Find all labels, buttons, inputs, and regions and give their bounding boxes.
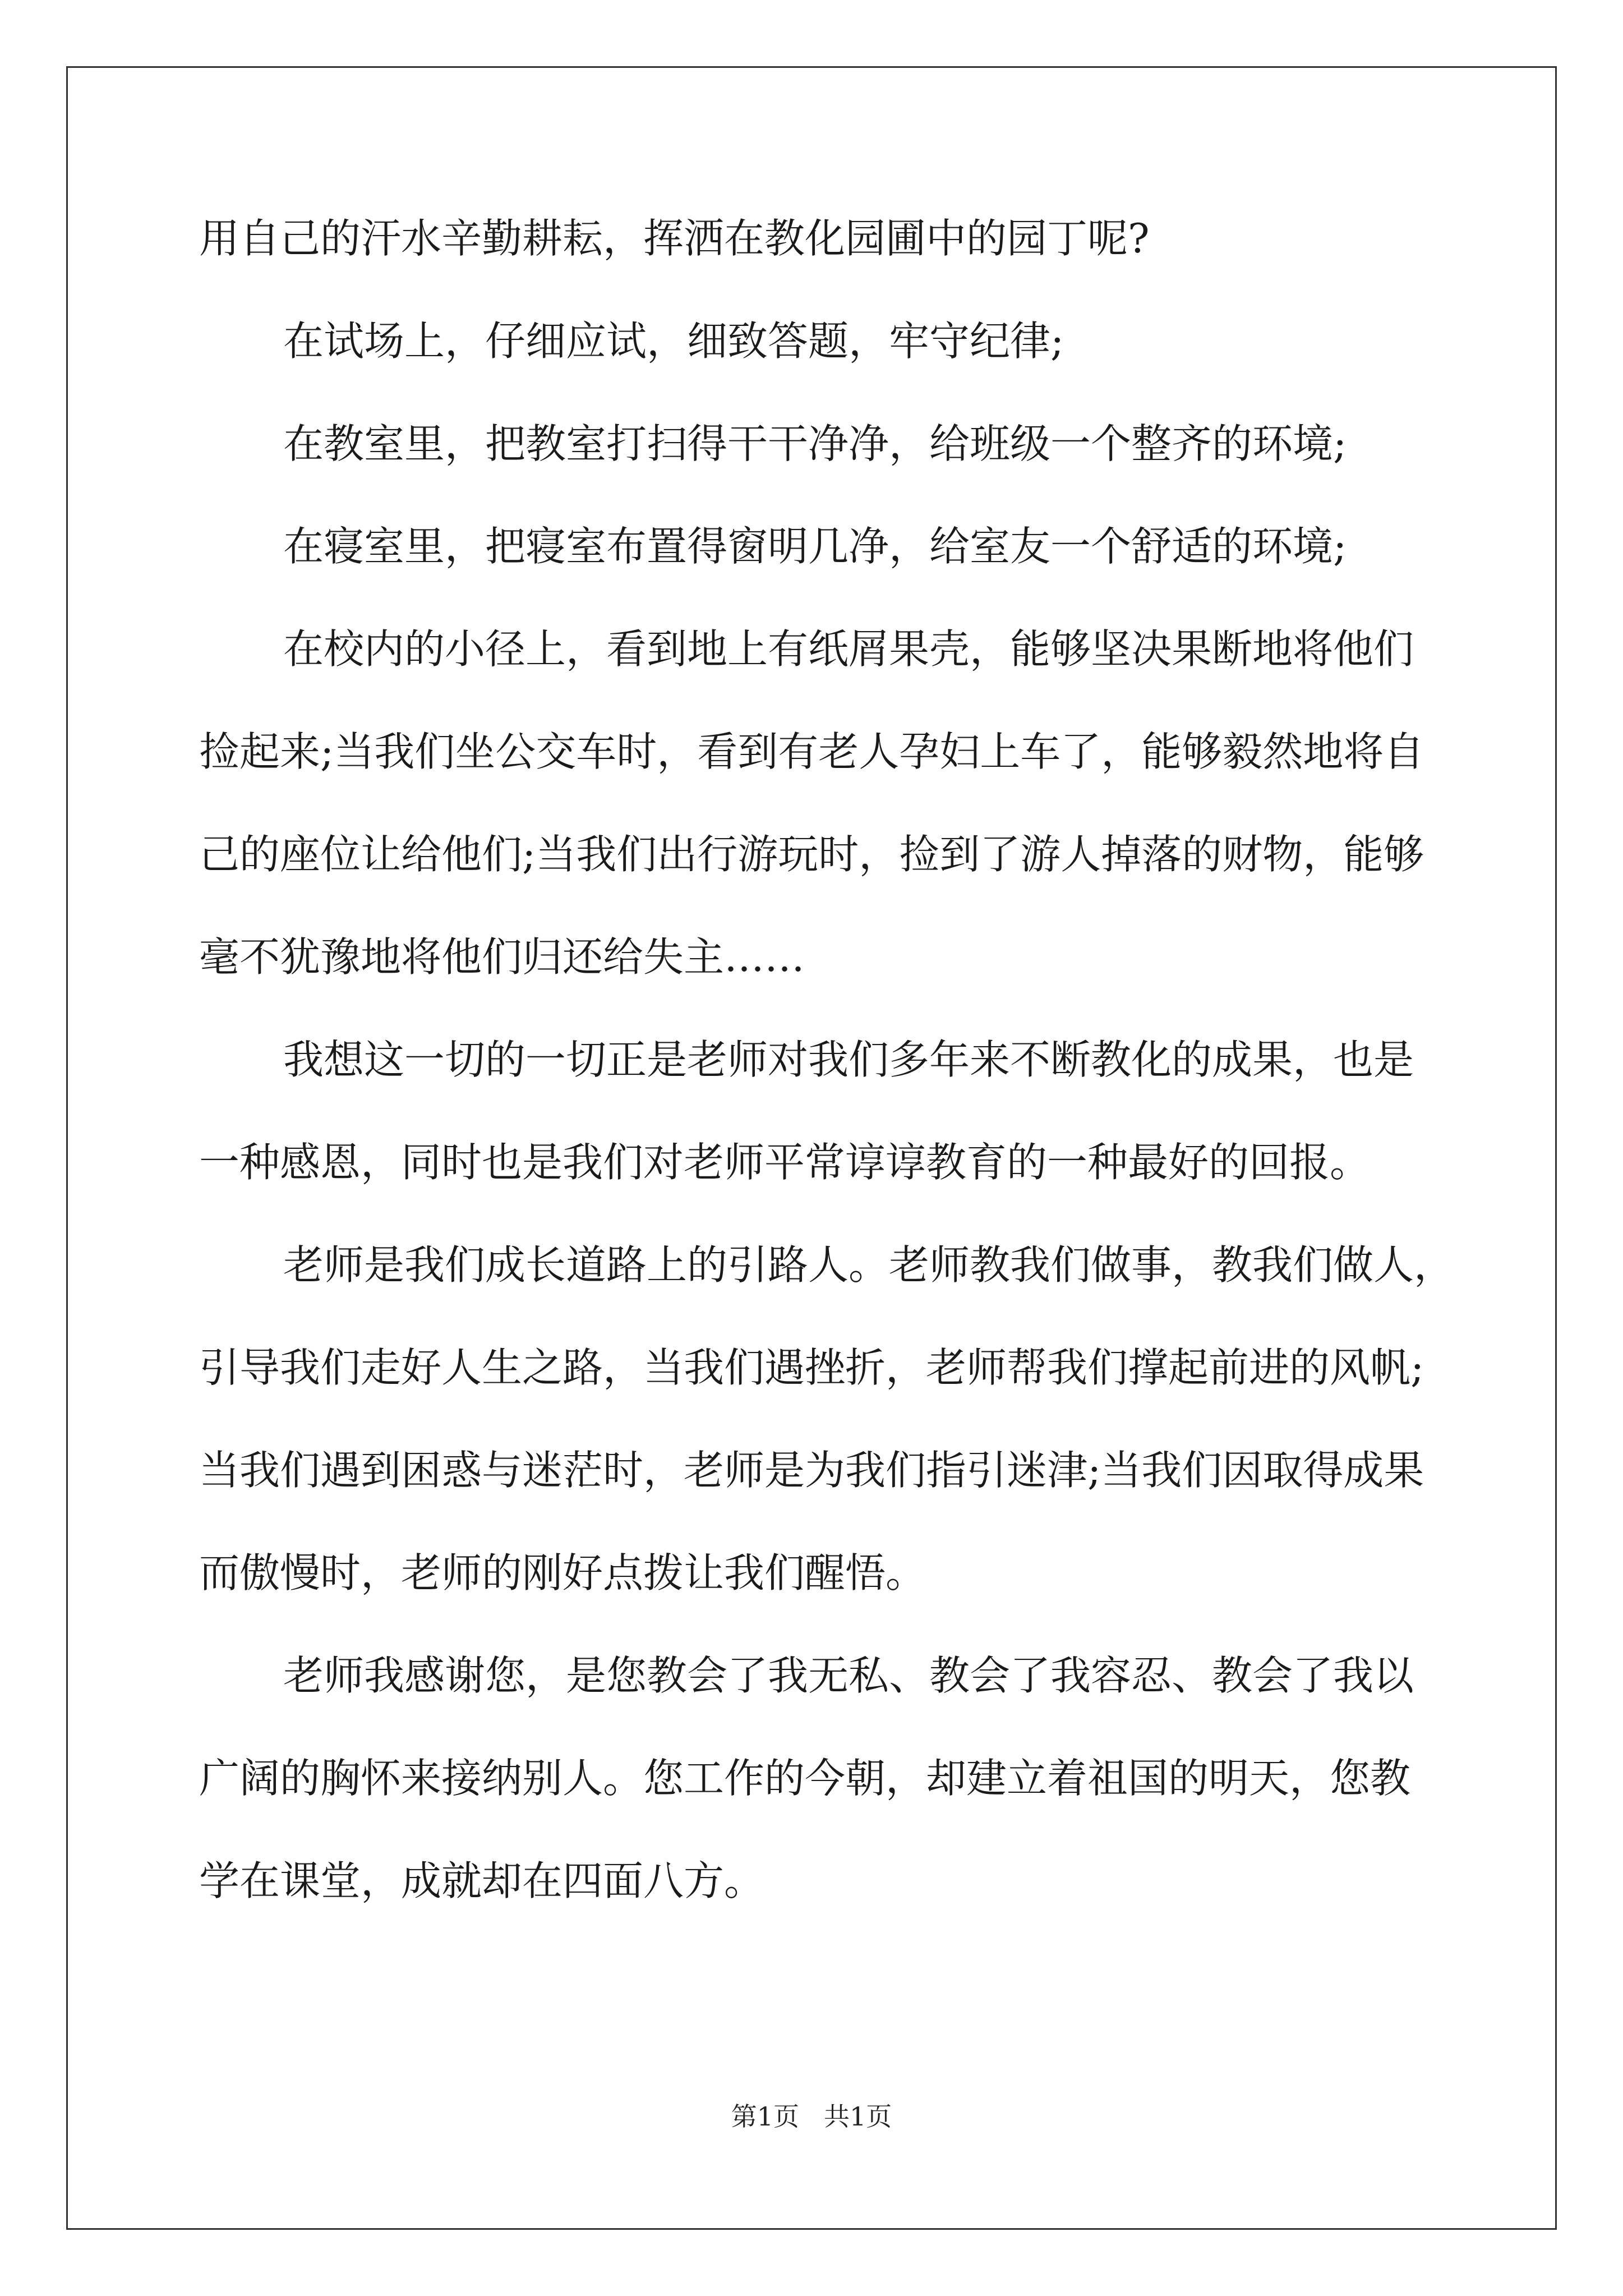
page-footer (0, 2100, 1623, 2133)
page-total: 共1页 (824, 2101, 892, 2132)
text-line: 己的座位让给他们;当我们出行游玩时，捡到了游人掉落的财物，能够 (199, 831, 1424, 878)
text-line: 毫不犹豫地将他们归还给失主…… (199, 933, 805, 981)
text-line: 在校内的小径上，看到地上有纸屑果壳，能够坚决果断地将他们 (283, 625, 1414, 673)
text-line: 一种感恩，同时也是我们对老师平常谆谆教育的一种最好的回报。 (199, 1139, 1371, 1186)
text-line: 而傲慢时，老师的刚好点拨让我们醒悟。 (199, 1549, 926, 1596)
text-line: 老师是我们成长道路上的引路人。老师教我们做事，教我们做人， (283, 1241, 1455, 1289)
text-line: 在教室里，把教室打扫得干干净净，给班级一个整齐的环境; (283, 420, 1347, 467)
text-line: 用自己的汗水辛勤耕耘，挥洒在教化园圃中的园丁呢? (199, 215, 1150, 262)
text-line: 捡起来;当我们坐公交车时，看到有老人孕妇上车了，能够毅然地将自 (199, 728, 1424, 775)
text-line: 在寝室里，把寝室布置得窗明几净，给室友一个舒适的环境; (283, 523, 1347, 570)
text-line: 引导我们走好人生之路，当我们遇挫折，老师帮我们撑起前进的风帆; (199, 1344, 1424, 1391)
page-number: 第1页 (731, 2101, 799, 2132)
text-line: 老师我感谢您，是您教会了我无私、教会了我容忍、教会了我以 (283, 1652, 1414, 1699)
text-line: 在试场上，仔细应试，细致答题，牢守纪律; (283, 318, 1064, 365)
text-line: 当我们遇到困惑与迷茫时，老师是为我们指引迷津;当我们因取得成果 (199, 1447, 1424, 1494)
text-line: 我想这一切的一切正是老师对我们多年来不断教化的成果，也是 (283, 1036, 1414, 1083)
text-line: 学在课堂，成就却在四面八方。 (199, 1857, 765, 1904)
text-line: 广阔的胸怀来接纳别人。您工作的今朝，却建立着祖国的明天，您教 (199, 1755, 1411, 1802)
